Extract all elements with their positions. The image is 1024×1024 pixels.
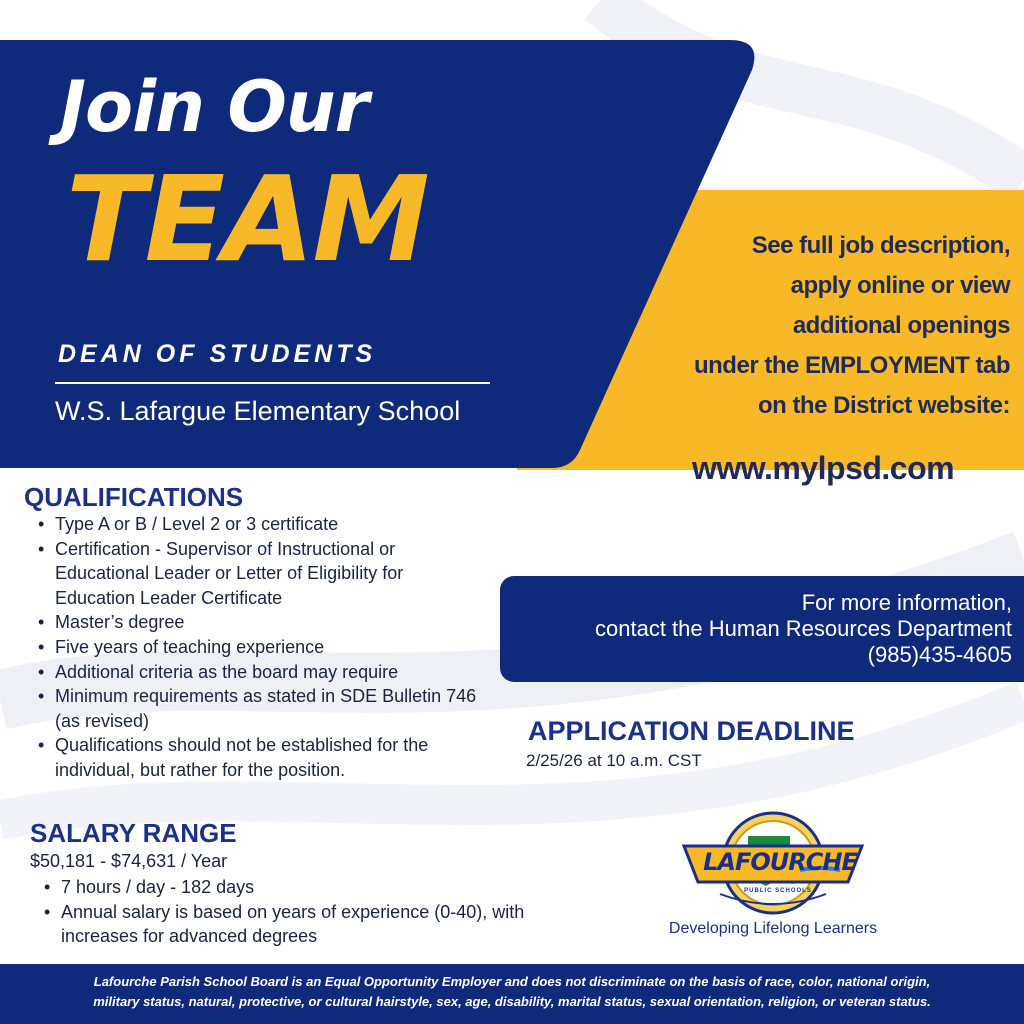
footer-line: military status, natural, protective, or cultural hairstyle, sex, age, disability, marital status, sexual orientation, religion, or veteran status. (93, 994, 931, 1009)
tagline: Developing Lifelong Learners (668, 920, 878, 937)
contact-phone[interactable]: (985)435-4605 (867, 642, 1012, 667)
list-item: • Annual salary is based on years of experience (0-40), with increases for advanced degrees (37, 900, 557, 949)
apply-line: apply online or view (790, 272, 1010, 299)
list-item: • Certification - Supervisor of Instructional or Educational Leader or Letter of Eligibility for Education Leader Certificate (31, 537, 481, 611)
apply-line: See full job description, (751, 232, 1010, 259)
logo-subtext: PUBLIC SCHOOLS (744, 888, 812, 894)
deadline-heading: APPLICATION DEADLINE (528, 716, 855, 746)
contact-text (492, 590, 1012, 668)
position-title: DEAN OF STUDENTS (58, 340, 377, 368)
list-item: • Five years of teaching experience (31, 635, 481, 660)
logo-wordmark: LAFOURCHE (703, 848, 857, 876)
list-item: • Minimum requirements as stated in SDE Bulletin 746 (as revised) (31, 684, 481, 733)
contact-line: contact the Human Resources Department (595, 616, 1012, 641)
salary-heading: SALARY RANGE (30, 818, 237, 848)
qualifications-heading: QUALIFICATIONS (24, 482, 244, 512)
deadline-value: 2/25/26 at 10 a.m. CST (526, 751, 702, 770)
salary-value: $50,181 - $74,631 / Year (30, 851, 228, 871)
qualifications-list (31, 512, 481, 783)
list-item: • Master’s degree (31, 610, 481, 635)
list-item: • 7 hours / day - 182 days (37, 875, 557, 900)
contact-line: For more information, (801, 590, 1012, 615)
equal-opportunity-statement (8, 972, 1016, 1012)
apply-instructions (590, 226, 1010, 426)
apply-line: under the EMPLOYMENT tab (693, 352, 1010, 379)
school-name: W.S. Lafargue Elementary School (55, 396, 461, 426)
footer-line: Lafourche Parish School Board is an Equal Opportunity Employer and does not discriminate on the basis of race, color, national origin, (93, 974, 931, 989)
salary-list (37, 875, 557, 949)
divider (55, 382, 490, 384)
district-website-link[interactable]: www.mylpsd.com (692, 450, 955, 486)
apply-line: additional openings (792, 312, 1010, 339)
headline-join-our: Join Our (60, 66, 369, 148)
apply-line: on the District website: (757, 392, 1010, 419)
headline-team: TEAM (66, 150, 428, 288)
list-item: • Additional criteria as the board may require (31, 660, 481, 685)
list-item: • Type A or B / Level 2 or 3 certificate (31, 512, 481, 537)
list-item: • Qualifications should not be established for the individual, but rather for the position. (31, 733, 481, 782)
